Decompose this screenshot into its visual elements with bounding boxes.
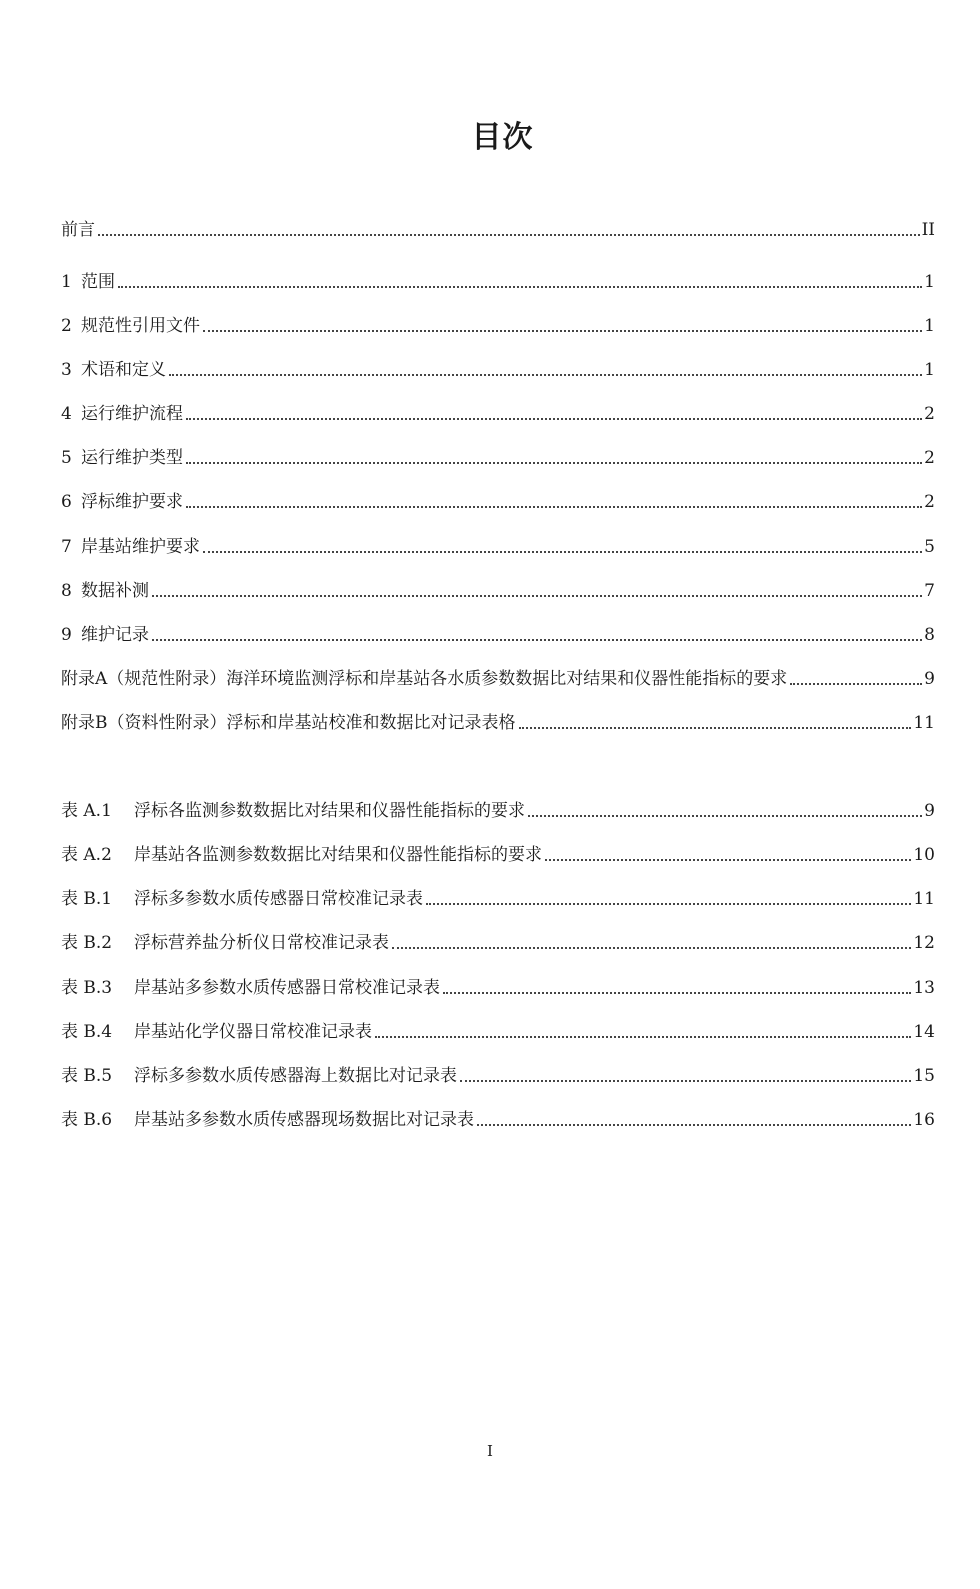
dot-leader	[443, 992, 911, 994]
toc-entry-text: 数据补测	[81, 581, 149, 601]
dot-leader	[169, 374, 922, 376]
toc-entry-label	[61, 356, 166, 384]
toc-entry-number: 7	[61, 537, 72, 557]
toc-entry-section-3[interactable]	[61, 356, 935, 384]
toc-entry-section-8[interactable]	[61, 577, 935, 605]
toc-entry-number: 3	[61, 360, 72, 380]
toc-entry-text: 前言	[61, 220, 95, 240]
toc-entry-text: 浮标维护要求	[81, 492, 183, 512]
toc-entry-label	[61, 533, 200, 561]
toc-entry-text: 浮标多参数水质传感器日常校准记录表	[134, 889, 423, 909]
dot-leader	[118, 286, 922, 288]
toc-entry-label	[61, 216, 95, 244]
toc-entry-number: 4	[61, 404, 72, 424]
toc-entry-appendix-a[interactable]	[61, 665, 935, 693]
toc-entry-label	[61, 400, 183, 428]
dot-leader	[460, 1080, 911, 1082]
toc-entry-page: 7	[924, 581, 935, 601]
dot-leader	[519, 727, 912, 729]
dot-leader	[152, 595, 922, 597]
toc-entry-label	[61, 268, 115, 296]
dot-leader	[426, 903, 911, 905]
toc-entry-page: 5	[924, 537, 935, 557]
toc-entry-section-1[interactable]	[61, 268, 935, 296]
dot-leader	[186, 462, 922, 464]
dot-leader	[98, 234, 920, 236]
toc-entry-label	[61, 1062, 457, 1090]
toc-entry-section-2[interactable]	[61, 312, 935, 340]
dot-leader	[477, 1124, 911, 1126]
toc-entry-label	[61, 488, 183, 516]
toc-entry-number: 5	[61, 448, 72, 468]
dot-leader	[203, 330, 922, 332]
toc-entry-page: 12	[913, 933, 935, 953]
toc-entry-label	[61, 621, 149, 649]
toc-entry-text: 附录B（资料性附录）浮标和岸基站校准和数据比对记录表格	[61, 713, 516, 733]
toc-entry-table-b6[interactable]	[61, 1106, 935, 1134]
toc-entry-label	[61, 312, 200, 340]
toc-entry-number: 9	[61, 625, 72, 645]
dot-leader	[545, 859, 911, 861]
toc-entry-label	[61, 974, 440, 1002]
toc-entry-table-a1[interactable]	[61, 797, 935, 825]
toc-entry-number: 表 A.2	[61, 845, 112, 865]
toc-entry-page: 11	[913, 889, 935, 909]
toc-entry-text: 范围	[81, 272, 115, 292]
toc-entry-page: 9	[924, 669, 935, 689]
toc-entry-page: 1	[924, 316, 935, 336]
footer-page-number: I	[487, 1442, 493, 1460]
toc-entry-page: 16	[913, 1110, 935, 1130]
toc-entry-page: 14	[913, 1022, 935, 1042]
toc-entry-label	[61, 797, 525, 825]
toc-entry-label	[61, 444, 183, 472]
toc-entry-number: 6	[61, 492, 72, 512]
toc-entry-label	[61, 665, 787, 693]
toc-entry-table-b3[interactable]	[61, 974, 935, 1002]
toc-entry-section-5[interactable]	[61, 444, 935, 472]
dot-leader	[203, 551, 922, 553]
toc-entry-label	[61, 885, 423, 913]
toc-entry-appendix-b[interactable]	[61, 709, 935, 737]
toc-entry-label	[61, 1018, 372, 1046]
toc-entry-number: 表 B.5	[61, 1066, 113, 1086]
toc-entry-page: 2	[924, 492, 935, 512]
toc-entry-text: 浮标多参数水质传感器海上数据比对记录表	[134, 1066, 457, 1086]
toc-entry-page: 1	[924, 272, 935, 292]
toc-entry-page: 2	[924, 404, 935, 424]
dot-leader	[186, 418, 922, 420]
page-title: 目次	[471, 120, 534, 155]
toc-entry-number: 表 A.1	[61, 801, 112, 821]
toc-entry-text: 浮标各监测参数数据比对结果和仪器性能指标的要求	[134, 801, 525, 821]
toc-entry-text: 维护记录	[81, 625, 149, 645]
toc-entry-text: 岸基站维护要求	[81, 537, 200, 557]
toc-entry-text: 岸基站多参数水质传感器现场数据比对记录表	[134, 1110, 474, 1130]
toc-entry-page: 2	[924, 448, 935, 468]
toc-entry-section-7[interactable]	[61, 533, 935, 561]
toc-entry-number: 表 B.3	[61, 978, 113, 998]
toc-entry-label	[61, 577, 149, 605]
toc-entry-page: 1	[924, 360, 935, 380]
toc-entry-number: 表 B.4	[61, 1022, 113, 1042]
dot-leader	[790, 683, 922, 685]
toc-entry-page: 9	[924, 801, 935, 821]
toc-entry-table-b4[interactable]	[61, 1018, 935, 1046]
toc-entry-text: 术语和定义	[81, 360, 166, 380]
toc-entry-text: 运行维护流程	[81, 404, 183, 424]
toc-entry-number: 表 B.6	[61, 1110, 113, 1130]
toc-entry-text: 岸基站多参数水质传感器日常校准记录表	[134, 978, 440, 998]
toc-entry-text: 运行维护类型	[81, 448, 183, 468]
toc-entry-table-b2[interactable]	[61, 929, 935, 957]
toc-entry-text: 岸基站化学仪器日常校准记录表	[134, 1022, 372, 1042]
dot-leader	[392, 947, 911, 949]
toc-entry-number: 8	[61, 581, 72, 601]
toc-entry-table-a2[interactable]	[61, 841, 935, 869]
toc-entry-text: 附录A（规范性附录）海洋环境监测浮标和岸基站各水质参数数据比对结果和仪器性能指标的要求	[61, 669, 788, 689]
toc-entry-label	[61, 1106, 474, 1134]
toc-entry-text: 浮标营养盐分析仪日常校准记录表	[134, 933, 389, 953]
toc-entry-section-9[interactable]	[61, 621, 935, 649]
dot-leader	[152, 639, 922, 641]
toc-entry-page: 15	[913, 1066, 935, 1086]
toc-entry-preface[interactable]	[61, 216, 935, 244]
dot-leader	[375, 1036, 911, 1038]
toc-entry-table-b1[interactable]	[61, 885, 935, 913]
toc-entry-text: 规范性引用文件	[81, 316, 200, 336]
toc-entry-label	[61, 929, 389, 957]
toc-entry-table-b5[interactable]	[61, 1062, 935, 1090]
dot-leader	[528, 815, 922, 817]
toc-entry-number: 表 B.1	[61, 889, 113, 909]
toc-entry-page: II	[921, 220, 935, 240]
toc-entry-label	[61, 709, 516, 737]
toc-entry-section-6[interactable]	[61, 488, 935, 516]
toc-entry-text: 岸基站各监测参数数据比对结果和仪器性能指标的要求	[134, 845, 542, 865]
toc-entry-number: 表 B.2	[61, 933, 113, 953]
toc-entry-number: 1	[61, 272, 72, 292]
toc-entry-page: 13	[913, 978, 935, 998]
dot-leader	[186, 506, 922, 508]
toc-entry-number: 2	[61, 316, 72, 336]
toc-entry-label	[61, 841, 542, 869]
toc-entry-page: 8	[924, 625, 935, 645]
toc-entry-section-4[interactable]	[61, 400, 935, 428]
toc-entry-page: 10	[913, 845, 935, 865]
toc-entry-page: 11	[913, 713, 935, 733]
